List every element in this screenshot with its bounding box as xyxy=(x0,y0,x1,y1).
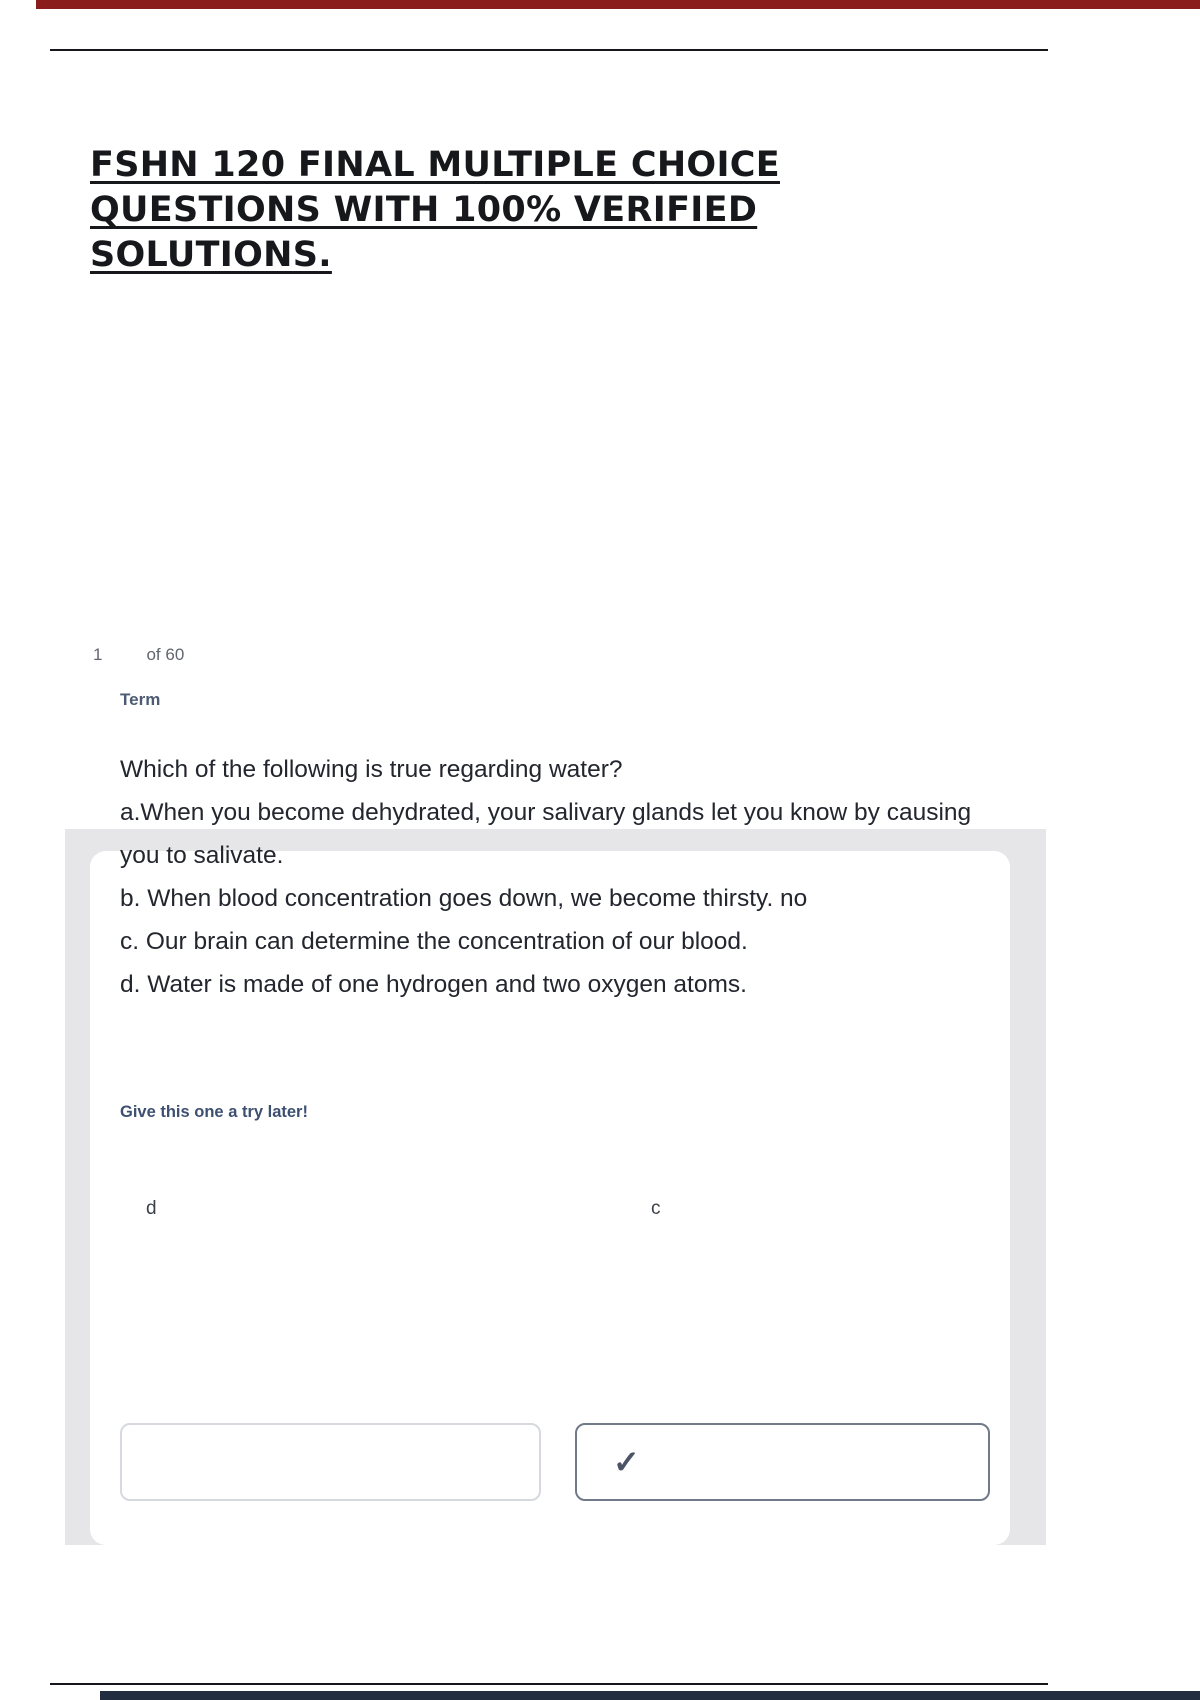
term-label: Term xyxy=(120,690,161,709)
top-divider xyxy=(50,49,1048,51)
answer-right: c xyxy=(651,1198,661,1219)
question-block xyxy=(120,748,992,1006)
page-title-line: QUESTIONS WITH 100% VERIFIED xyxy=(90,190,758,230)
option-text: b. When blood concentration goes down, we become thirsty. no xyxy=(120,885,808,912)
top-accent-bar xyxy=(36,0,1200,9)
option-text: c. Our brain can determine the concentration of our blood. xyxy=(120,928,748,955)
page-count: of 60 xyxy=(146,645,185,664)
left-action-button[interactable] xyxy=(120,1423,541,1501)
check-icon: ✓ xyxy=(613,1444,640,1480)
page-number: 1 xyxy=(93,645,103,664)
answer-left: d xyxy=(146,1198,157,1219)
bottom-accent-bar xyxy=(100,1691,1200,1700)
pagination xyxy=(93,645,184,665)
option-text: a.When you become dehydrated, your salivary glands let you know by causing you to salivate. xyxy=(120,799,972,869)
page-title-line: SOLUTIONS. xyxy=(90,235,332,275)
page-title xyxy=(90,143,870,278)
bottom-divider xyxy=(50,1683,1048,1685)
page-title-line: FSHN 120 FINAL MULTIPLE CHOICE xyxy=(90,145,780,185)
question-text: Which of the following is true regarding water? xyxy=(120,756,623,783)
hint-text: Give this one a try later! xyxy=(120,1103,308,1121)
correct-button[interactable] xyxy=(575,1423,990,1501)
option-text: d. Water is made of one hydrogen and two oxygen atoms. xyxy=(120,971,747,998)
